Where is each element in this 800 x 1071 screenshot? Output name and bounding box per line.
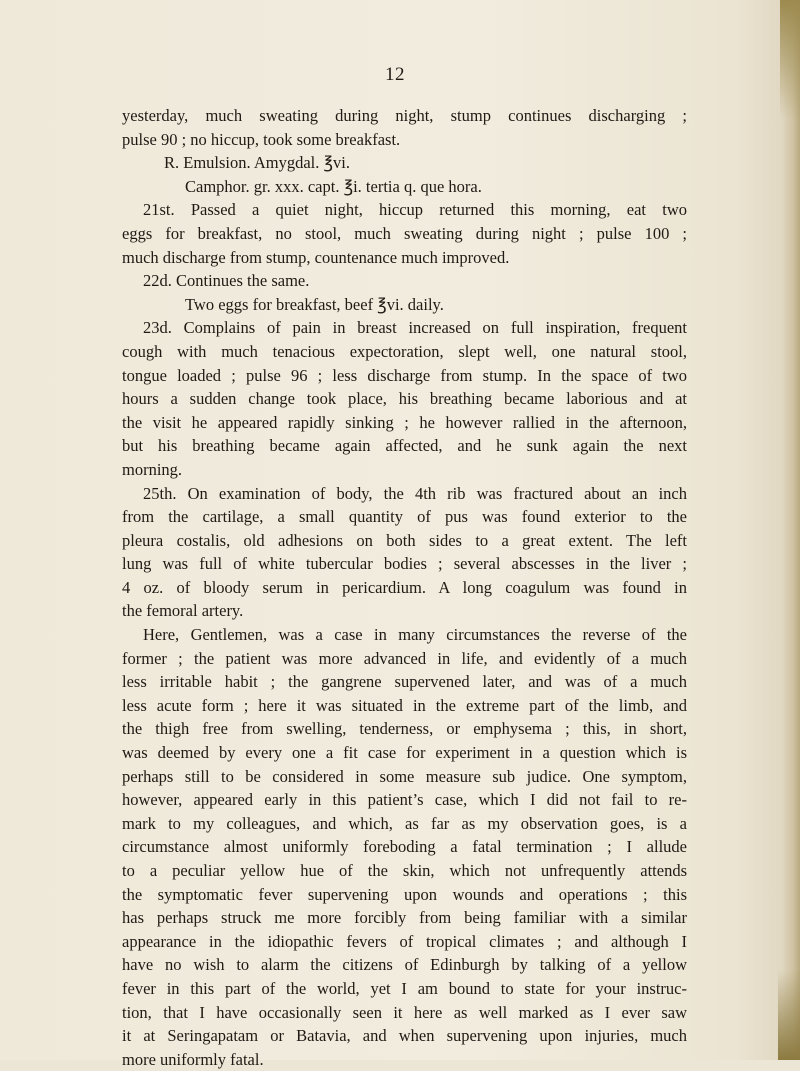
- text-line: was deemed by every one a fit case for experiment in a question which is: [122, 743, 687, 763]
- text-line: former ; the patient was more advanced in life, and evidently of a much: [122, 648, 687, 668]
- text-line: it at Seringapatam or Batavia, and when supervening upon injuries, much: [122, 1026, 687, 1046]
- text-line: however, appeared early in this patient’s case, which I did not fail to re-: [122, 790, 687, 810]
- text-line: have no wish to alarm the citizens of Edinburgh by talking of a yellow: [122, 955, 687, 975]
- text-line: to a peculiar yellow hue of the skin, which not unfrequently attends: [122, 861, 687, 880]
- body-text: [122, 104, 687, 1071]
- text-line: less acute form ; here it was situated in the extreme part of the limb, and: [122, 695, 687, 715]
- text-line: 25th. On examination of body, the 4th rib was fractured about an inch: [143, 483, 687, 503]
- text-line: more uniformly fatal.: [122, 1049, 264, 1069]
- text-line: less irritable habit ; the gangrene supervened later, and was of a much: [122, 672, 687, 692]
- text-line: 21st. Passed a quiet night, hiccup returned this morning, eat two: [143, 200, 687, 220]
- page-edge-shadow: [782, 0, 800, 1060]
- text-line: tongue loaded ; pulse 96 ; less discharge from stump. In the space of two: [122, 365, 687, 385]
- text-line: yesterday, much sweating during night, stump continues discharging ;: [122, 106, 687, 125]
- text-line: fever in this part of the world, yet I am bound to state for your instruc-: [122, 978, 687, 998]
- text-line: perhaps still to be considered in some measure sub judice. One symptom,: [122, 766, 687, 786]
- text-line: but his breathing became again affected, and he sunk again the next: [122, 436, 687, 456]
- page-edge-stain-top: [780, 0, 800, 120]
- page-number: 12: [385, 64, 405, 85]
- text-line: has perhaps struck me more forcibly from being familiar with a similar: [122, 908, 687, 928]
- text-line: R. Emulsion. Amygdal. ℥vi.: [164, 153, 350, 173]
- text-line: the visit he appeared rapidly sinking ; he however rallied in the afternoon,: [122, 412, 687, 432]
- text-line: pulse 90 ; no hiccup, took some breakfast.: [122, 129, 401, 149]
- text-line: much discharge from stump, countenance much improved.: [122, 247, 510, 267]
- text-line: lung was full of white tubercular bodies ; several abscesses in the liver ;: [122, 554, 687, 574]
- text-line: morning.: [122, 459, 183, 479]
- text-line: the femoral artery.: [122, 601, 244, 621]
- text-line: mark to my colleagues, and which, as far as my observation goes, is a: [122, 813, 687, 833]
- text-line: Two eggs for breakfast, beef ℥vi. daily.: [185, 294, 444, 314]
- text-line: eggs for breakfast, no stool, much sweating during night ; pulse 100 ;: [122, 223, 687, 243]
- text-line: Here, Gentlemen, was a case in many circumstances the reverse of the: [143, 625, 687, 645]
- text-line: 23d. Complains of pain in breast increased on full inspiration, frequent: [143, 318, 687, 338]
- text-line: from the cartilage, a small quantity of pus was found exterior to the: [122, 507, 687, 527]
- text-line: the thigh free from swelling, tenderness, or emphysema ; this, in short,: [122, 719, 687, 739]
- text-line: hours a sudden change took place, his breathing became laborious and at: [122, 389, 687, 409]
- text-line: appearance in the idiopathic fevers of tropical climates ; and although I: [122, 931, 687, 951]
- text-line: pleura costalis, old adhesions on both sides to a great extent. The left: [122, 530, 687, 550]
- text-line: 4 oz. of bloody serum in pericardium. A long coagulum was found in: [122, 577, 687, 597]
- text-line: Camphor. gr. xxx. capt. ℥i. tertia q. que hora.: [185, 176, 482, 196]
- text-line: 22d. Continues the same.: [143, 271, 310, 291]
- page-edge-stain-bottom: [778, 970, 800, 1060]
- text-line: tion, that I have occasionally seen it here as well marked as I ever saw: [122, 1002, 687, 1022]
- text-line: the symptomatic fever supervening upon wounds and operations ; this: [122, 884, 687, 904]
- text-line: cough with much tenacious expectoration, slept well, one natural stool,: [122, 341, 687, 361]
- text-line: circumstance almost uniformly foreboding a fatal termination ; I allude: [122, 837, 687, 857]
